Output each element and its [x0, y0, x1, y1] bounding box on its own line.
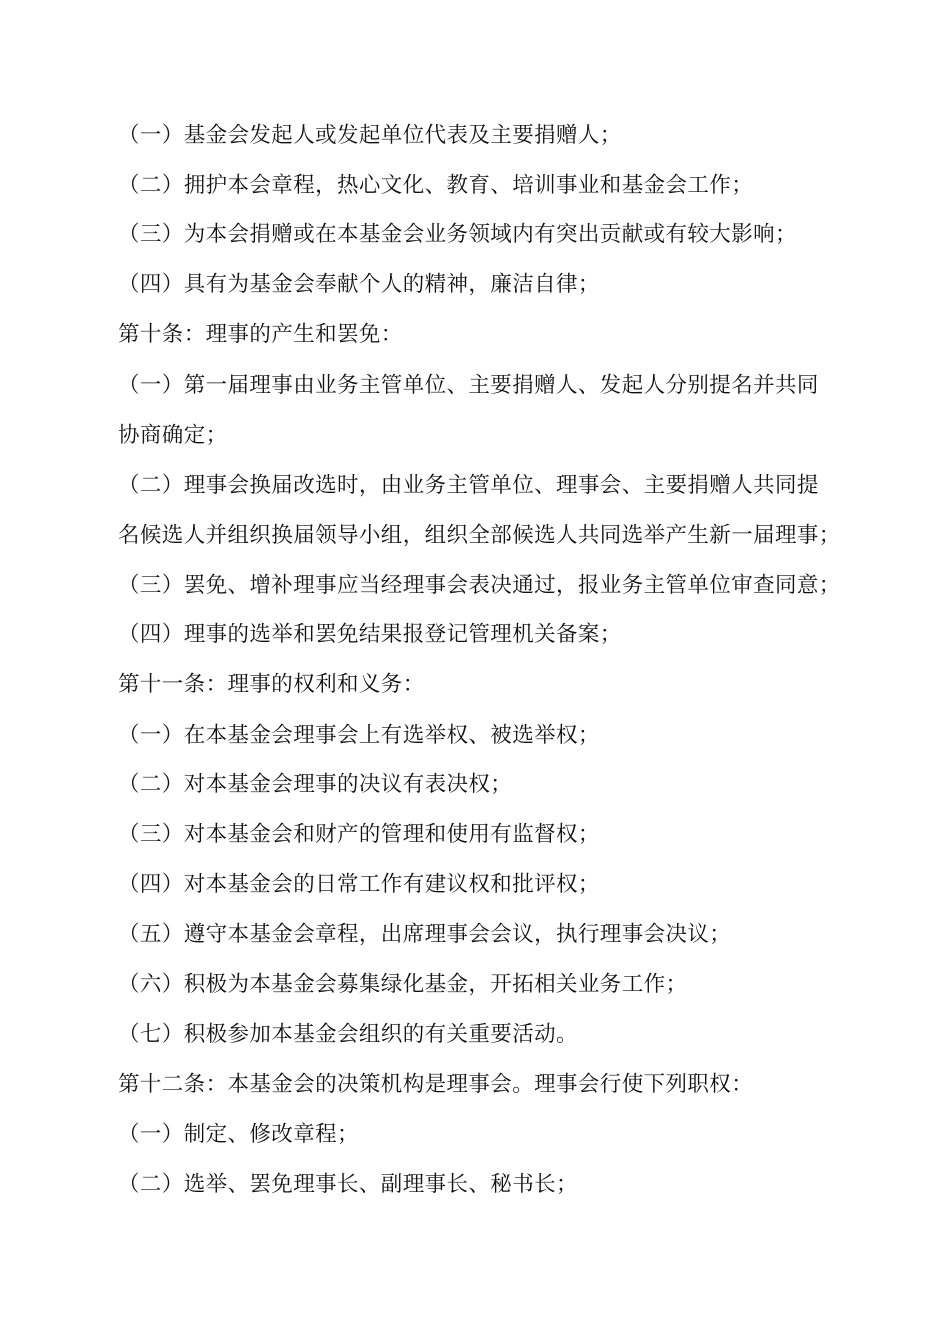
- text-line: （一）制定、修改章程；: [118, 1122, 359, 1147]
- text-line: （一）第一届理事由业务主管单位、主要捐赠人、发起人分别提名并共同: [118, 373, 819, 398]
- text-line: （四）理事的选举和罢免结果报登记管理机关备案；: [118, 622, 622, 647]
- text-line: 协商确定；: [118, 423, 228, 448]
- article-heading: 第十一条：理事的权利和义务：: [118, 672, 425, 697]
- text-line: （四）对本基金会的日常工作有建议权和批评权；: [118, 872, 600, 897]
- text-line: （一）基金会发起人或发起单位代表及主要捐赠人；: [118, 123, 622, 148]
- text-line: （七）积极参加本基金会组织的有关重要活动。: [118, 1022, 578, 1047]
- text-line: （三）为本会捐赠或在本基金会业务领域内有突出贡献或有较大影响；: [118, 222, 797, 247]
- text-line: （二）理事会换届改选时，由业务主管单位、理事会、主要捐赠人共同提: [118, 473, 819, 498]
- text-line: （三）对本基金会和财产的管理和使用有监督权；: [118, 822, 600, 847]
- article-heading: 第十条：理事的产生和罢免：: [118, 322, 403, 347]
- text-line: （五）遵守本基金会章程，出席理事会会议，执行理事会决议；: [118, 922, 732, 947]
- text-line: （六）积极为本基金会募集绿化基金，开拓相关业务工作；: [118, 972, 688, 997]
- article-heading: 第十二条：本基金会的决策机构是理事会。理事会行使下列职权：: [118, 1072, 754, 1097]
- text-line: （二）选举、罢免理事长、副理事长、秘书长；: [118, 1172, 578, 1197]
- text-line: （四）具有为基金会奉献个人的精神，廉洁自律；: [118, 272, 600, 297]
- text-line: （二）对本基金会理事的决议有表决权；: [118, 772, 513, 797]
- text-line: （三）罢免、增补理事应当经理事会表决通过，报业务主管单位审查同意；: [118, 573, 841, 598]
- text-line: （一）在本基金会理事会上有选举权、被选举权；: [118, 723, 600, 748]
- text-line: 名候选人并组织换届领导小组，组织全部候选人共同选举产生新一届理事；: [118, 523, 841, 548]
- text-line: （二）拥护本会章程，热心文化、教育、培训事业和基金会工作；: [118, 173, 754, 198]
